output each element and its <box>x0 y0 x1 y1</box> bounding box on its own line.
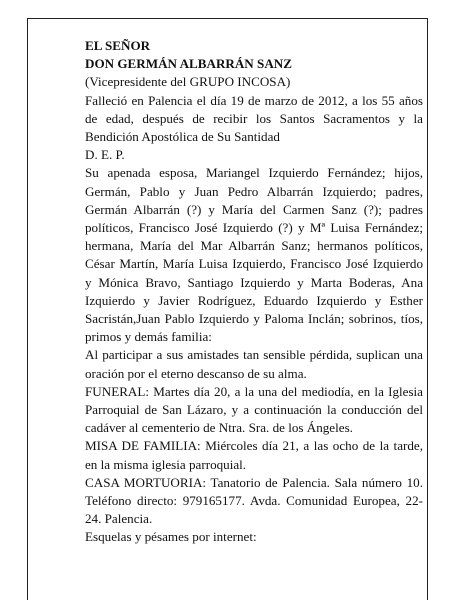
obituary-title-line2: DON GERMÁN ALBARRÁN SANZ <box>85 56 292 72</box>
obituary-text <box>85 37 423 547</box>
funeral-paragraph: FUNERAL: Martes día 20, a la una del mediodía, en la Iglesia Parroquial de San Lázaro, y a continuación la conducción del cadáver al cementerio de Ntra. Sra. de los Ángeles. <box>85 383 423 436</box>
family-paragraph: Su apenada esposa, Mariangel Izquierdo Fernández; hijos, Germán, Pablo y Juan Pedro Albarrán Izquierdo; padres, Germán Albarrán (?) y María del Carmen Sanz (?); padres políticos, Francisco José Izquierdo (?) y Mª Luisa Fernández; hermana, María del Mar Albarrán Sanz; hermanos políticos, César Martín, María Luisa Izquierdo, Francisco José Izquierdo y Mónica Bravo, Santiago Izquierdo y Marta Boderas, Ana Izquierdo y Javier Rodríguez, Eduardo Izquierdo y Esther Sacristán,Juan Pablo Izquierdo y Paloma Inclán; sobrinos, tíos, primos y demás familia: <box>85 165 423 345</box>
request-paragraph: Al participar a sus amistades tan sensible pérdida, suplican una oración por el eterno descanso de su alma. <box>85 347 423 381</box>
obituary-subtitle: (Vicepresidente del GRUPO INCOSA) <box>85 74 291 90</box>
condolences-line: Esquelas y pésames por internet: <box>85 529 257 545</box>
obituary-title-line1: EL SEÑOR <box>85 38 151 53</box>
family-mass-paragraph: MISA DE FAMILIA: Miércoles día 21, a las ocho de la tarde, en la misma iglesia parroquial. <box>85 438 423 472</box>
rip-line: D. E. P. <box>85 147 125 163</box>
funeral-home-paragraph: CASA MORTUORIA: Tanatorio de Palencia. Sala número 10. Teléfono directo: 979165177. Avda. Comunidad Europea, 22-24. Palencia. <box>85 474 423 527</box>
death-paragraph: Falleció en Palencia el día 19 de marzo de 2012, a los 55 años de edad, después de recibir los Santos Sacramentos y la Bendición Apostólica de Su Santidad <box>85 92 423 145</box>
